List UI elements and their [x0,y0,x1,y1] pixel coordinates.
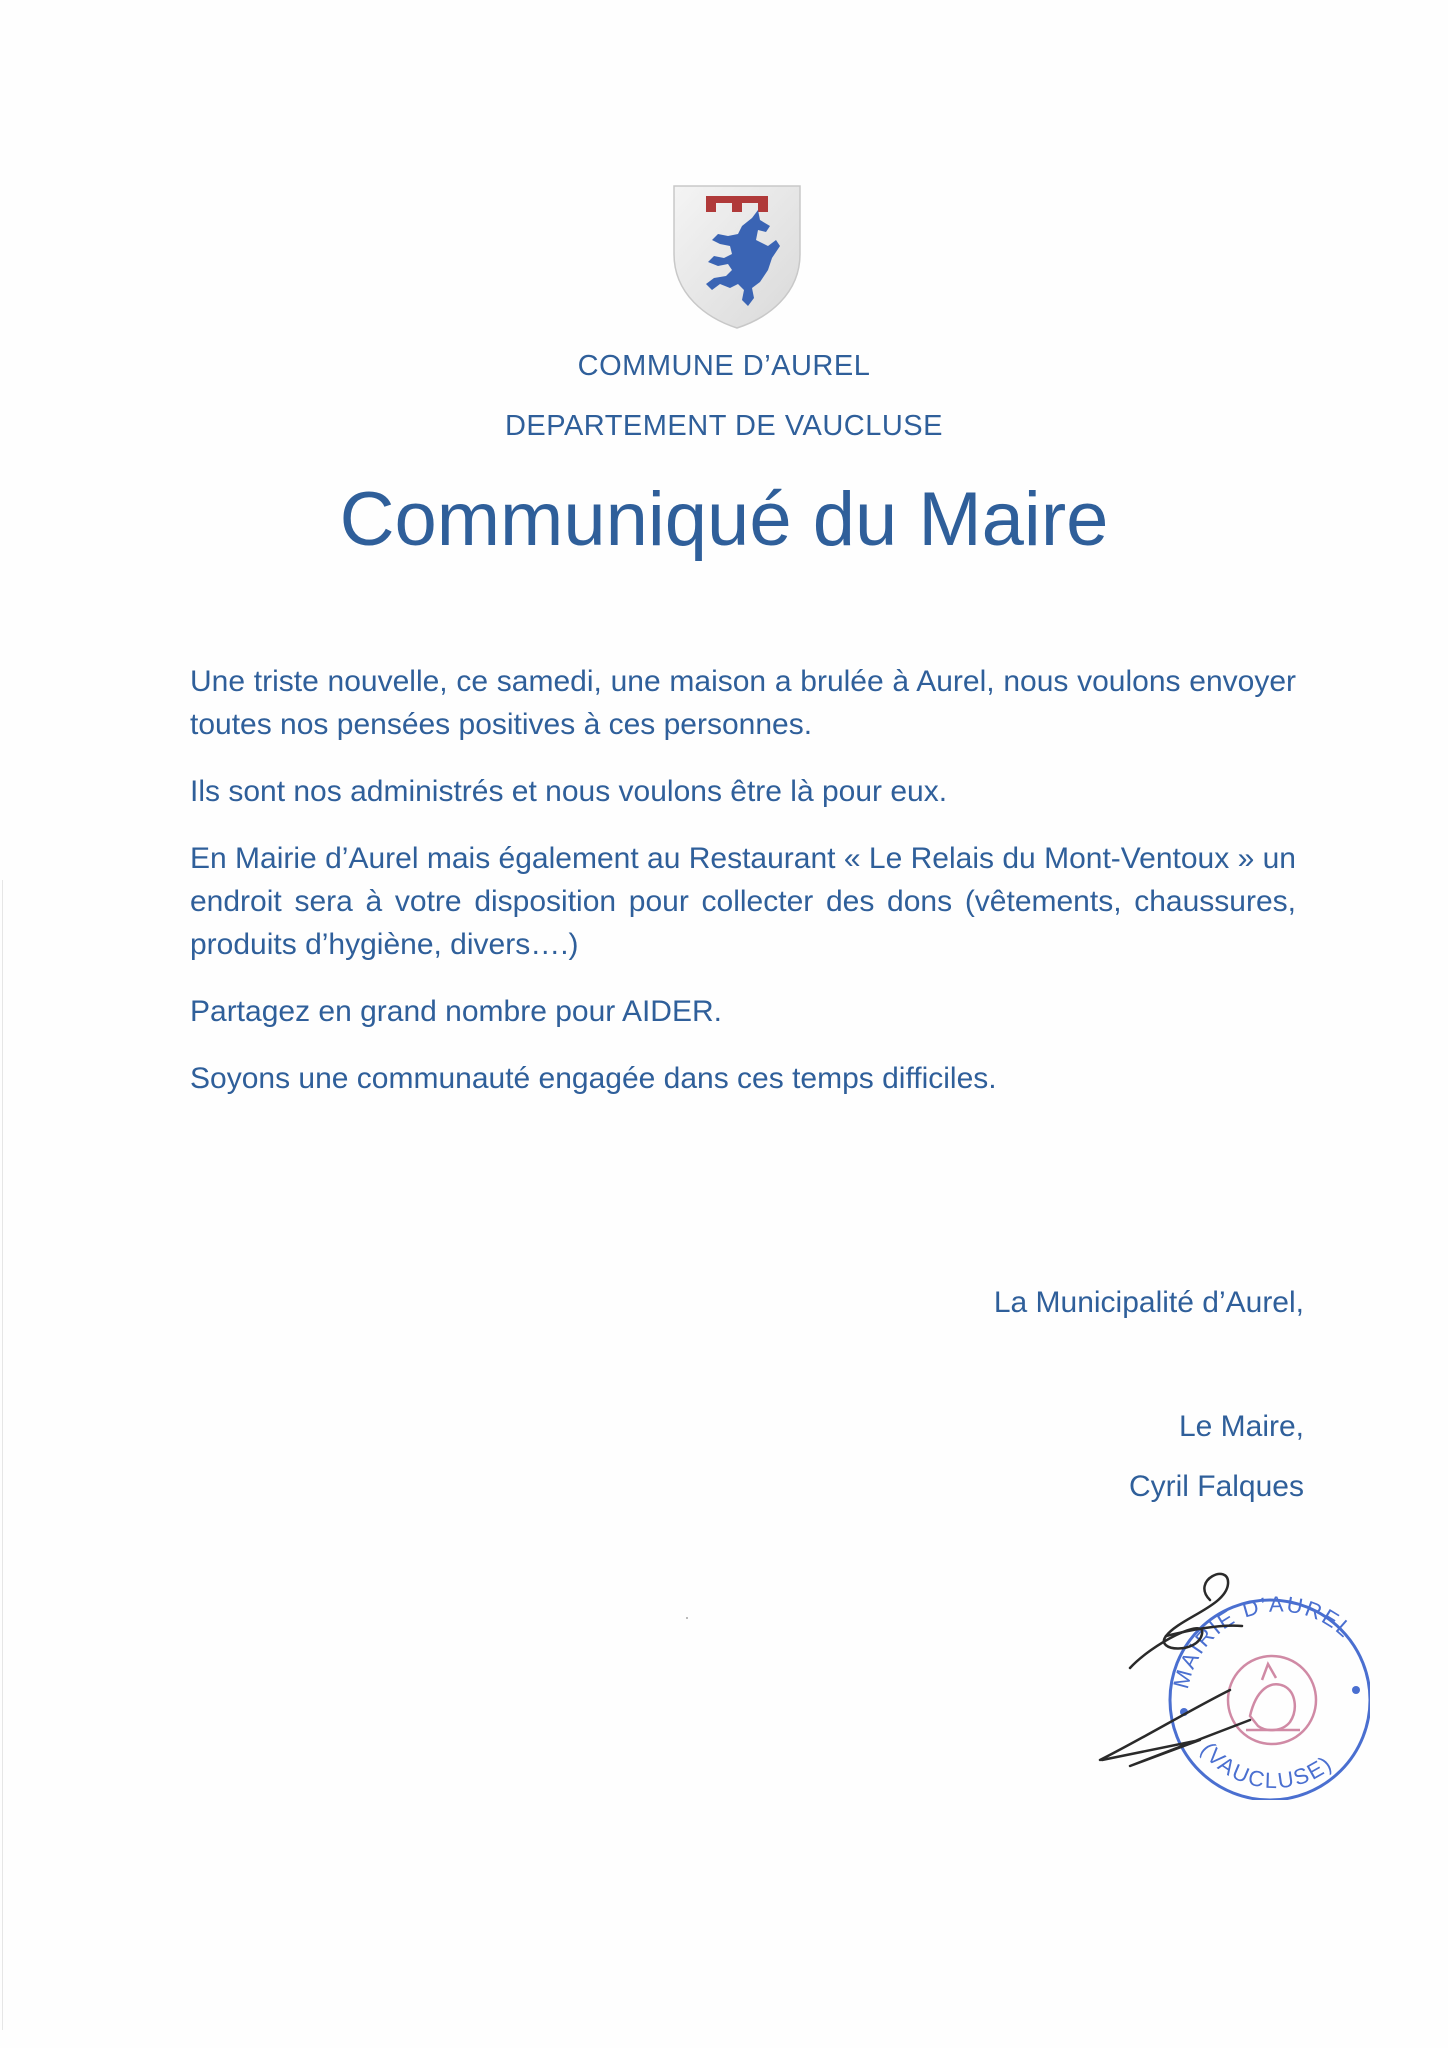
page-title: Communiqué du Maire [339,477,1109,562]
official-seal-icon [1070,1540,1370,1800]
stamp-bottom-text: (VAUCLUSE) [1195,1737,1338,1794]
commune-heading: COMMUNE D’AUREL [577,350,871,382]
stamp-top-text: MAIRIE D’AUREL [1168,1591,1359,1692]
communique-body [190,660,1296,1124]
mayor-name: Cyril Falques [1128,1470,1304,1503]
paragraph: Soyons une communauté engagée dans ces temps difficiles. [190,1062,997,1095]
municipalite-signoff: La Municipalité d’Aurel, [993,1286,1304,1319]
paragraph: En Mairie d’Aurel mais également au Restaurant « Le Relais du Mont-Ventoux » un endroit sera à votre disposition pour collecter des dons (vêtements, chaussures, produits d’hygiène, divers….) [190,842,1296,961]
scan-edge-line [2,880,3,2030]
paragraph: Ils sont nos administrés et nous voulons être là pour eux. [190,775,948,808]
scan-speck [686,1617,688,1619]
mayor-role: Le Maire, [1178,1410,1304,1443]
wolf-coat-of-arms-icon [672,184,802,330]
departement-heading: DEPARTEMENT DE VAUCLUSE [504,410,943,442]
paragraph: Une triste nouvelle, ce samedi, une maison a brulée à Aurel, nous voulons envoyer toutes nos pensées positives à ces personnes. [190,665,1296,741]
paragraph: Partagez en grand nombre pour AIDER. [190,995,722,1028]
